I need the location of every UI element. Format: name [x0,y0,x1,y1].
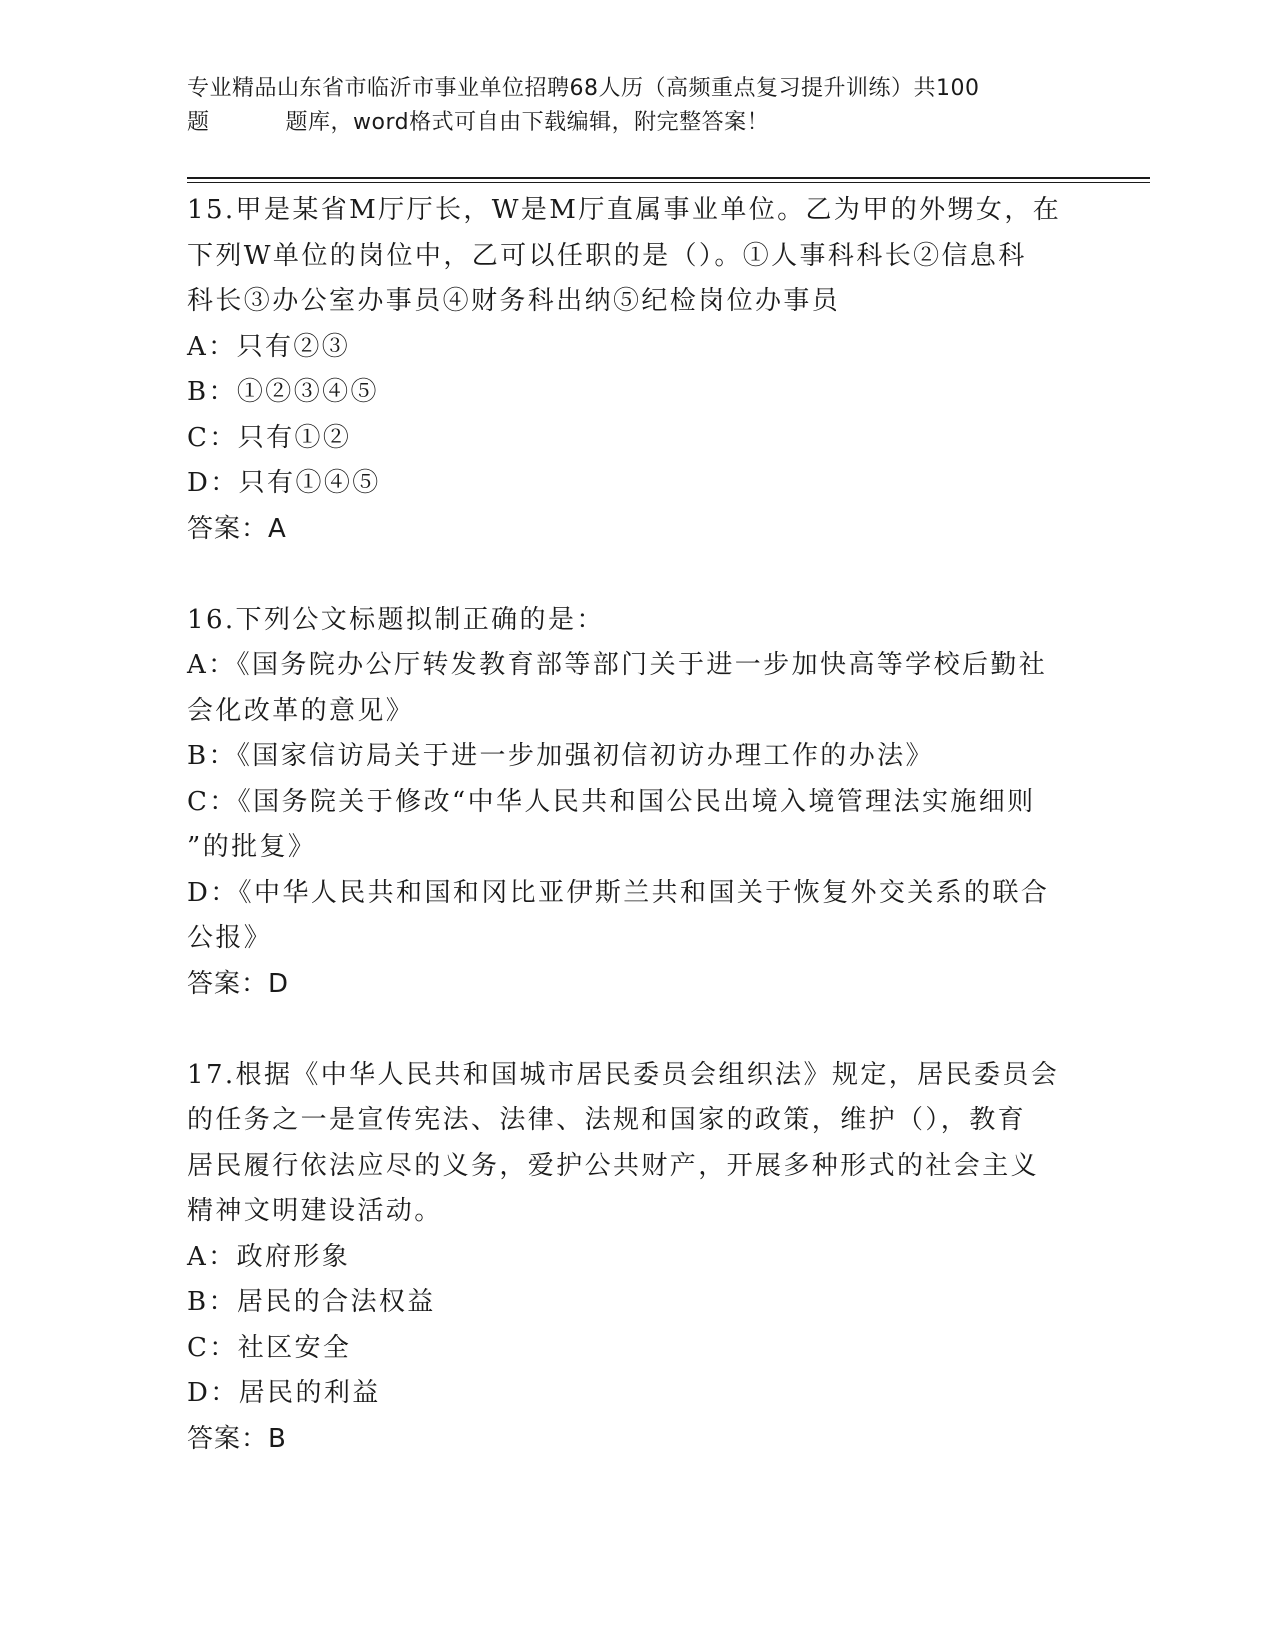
option-d-continued: 公报》 [187,923,273,953]
answer-label: 答案：A [187,513,287,544]
option-a-continued: 会化改革的意见》 [187,695,415,726]
option-a: A：只有②③ [187,331,351,362]
option-d: D：居民的利益 [187,1378,381,1408]
question-stem-line: 15.甲是某省M厅厅长，W是M厅直属事业单位。乙为甲的外甥女，在 [187,195,1062,225]
question-stem-line: 精神文明建设活动。 [187,1196,443,1226]
header-title-line2 [187,106,1067,140]
question-17 [187,1053,1087,1463]
option-c: C：只有①② [187,422,352,453]
option-b: B：①②③④⑤ [187,377,379,407]
option-d: D：《中华人民共和国和冈比亚伊斯兰共和国关于恢复外交关系的联合 [187,877,1050,908]
answer-label: 答案：D [187,968,290,999]
page-header [187,72,1067,140]
option-c-continued: ”的批复》 [187,832,317,862]
option-b: B：《国家信访局关于进一步加强初信初访办理工作的办法》 [187,741,934,771]
question-list [187,188,1087,1462]
question-stem-line: 居民履行依法应尽的义务，爱护公共财产，开展多种形式的社会主义 [187,1150,1040,1181]
option-a: A：《国务院办公厅转发教育部等部门关于进一步加快高等学校后勤社 [187,650,1048,680]
header-title-line2-end: 题库，word格式可自由下载编辑，附完整答案！ [285,110,770,135]
option-b: B：居民的合法权益 [187,1287,436,1317]
header-divider-thin [187,182,1150,183]
header-title-line2-start: 题 [187,110,210,135]
option-a: A：政府形象 [187,1241,351,1272]
question-stem-line: 17.根据《中华人民共和国城市居民委员会组织法》规定，居民委员会 [187,1059,1060,1090]
header-divider-thick [187,177,1150,179]
answer-label: 答案：B [187,1423,287,1454]
question-stem-line: 科长③办公室办事员④财务科出纳⑤纪检岗位办事员 [187,286,841,316]
option-c: C：社区安全 [187,1332,352,1363]
question-15 [187,188,1087,552]
question-16 [187,598,1087,1008]
question-stem-line: 的任务之一是宣传宪法、法律、法规和国家的政策，维护（），教育 [187,1105,1027,1135]
question-stem-line: 16.下列公文标题拟制正确的是： [187,604,605,635]
option-c: C：《国务院关于修改“中华人民共和国公民出境入境管理法实施细则 [187,786,1036,817]
header-title-line1: 专业精品山东省市临沂市事业单位招聘68人历（高频重点复习提升训练）共100 [187,76,980,101]
question-stem-line: 下列W单位的岗位中，乙可以任职的是（）。①人事科科长②信息科 [187,240,1027,271]
option-d: D：只有①④⑤ [187,468,381,498]
